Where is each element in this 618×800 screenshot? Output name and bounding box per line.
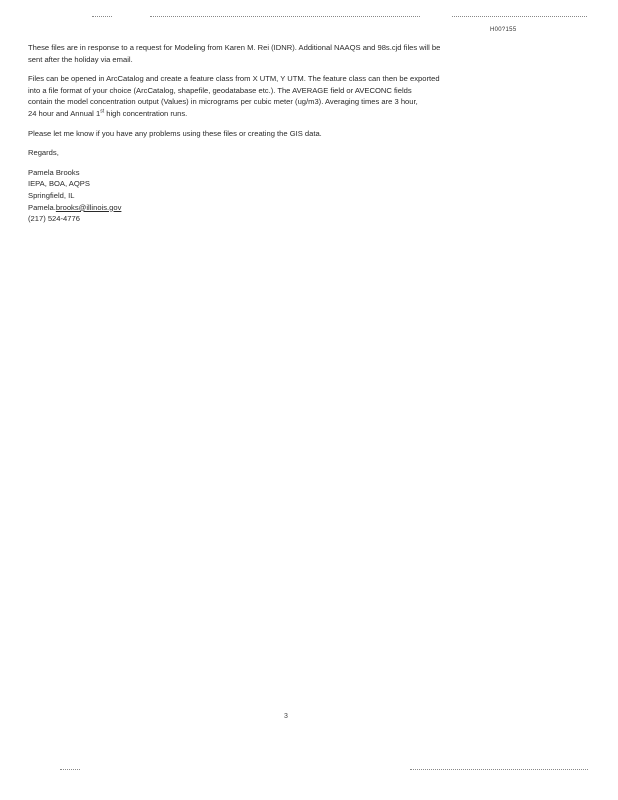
closing-text: Regards, (28, 148, 59, 158)
email-body (28, 42, 568, 225)
paragraph-3-line-1: Please let me know if you have any problems using these files or creating the GIS data. (28, 128, 322, 138)
paragraph-2-line-2: into a file format of your choice (ArcCatalog, shapefile, geodatabase etc.). The AVERAGE field or AVECONC fields (28, 85, 412, 95)
page-number: 3 (284, 713, 288, 720)
document-id: H00?155 (490, 27, 517, 33)
signature-name: Pamela Brooks (28, 167, 80, 177)
signature-phone: (217) 524-4776 (28, 214, 80, 224)
paragraph-1-line-2: sent after the holiday via email. (28, 54, 133, 64)
header-rule-center (150, 16, 420, 17)
closing (28, 147, 568, 159)
signature-block (28, 167, 568, 225)
signature-email-line (28, 202, 568, 214)
paragraph-1-line-1: These files are in response to a request for Modeling from Karen M. Rei (IDNR). Additional NAAQS and 98s.cjd files will be (28, 43, 441, 52)
signature-org: IEPA, BOA, AQPS (28, 179, 90, 189)
paragraph-2-line-1: Files can be opened in ArcCatalog and create a feature class from X UTM, Y UTM. The feature class can then be exported (28, 74, 440, 84)
paragraph-3 (28, 128, 568, 140)
paragraph-2-line-4: 24 hour and Annual 1st high concentration runs. (28, 108, 188, 118)
footer-rule-left (60, 769, 80, 770)
signature-city: Springfield, IL (28, 190, 75, 200)
footer-rule-right (410, 769, 588, 770)
signature-email-prefix: Pamela. (28, 202, 56, 212)
paragraph-1 (28, 42, 568, 65)
paragraph-2-line-3: contain the model concentration output (Values) in micrograms per cubic meter (ug/m3). Averaging times are 3 hour, (28, 97, 418, 107)
paragraph-2 (28, 73, 568, 119)
header-rule-left (92, 16, 112, 17)
signature-email-link[interactable]: brooks@illinois.gov (55, 202, 122, 212)
header-rule-right (452, 16, 587, 17)
ordinal-superscript: st (100, 108, 105, 115)
